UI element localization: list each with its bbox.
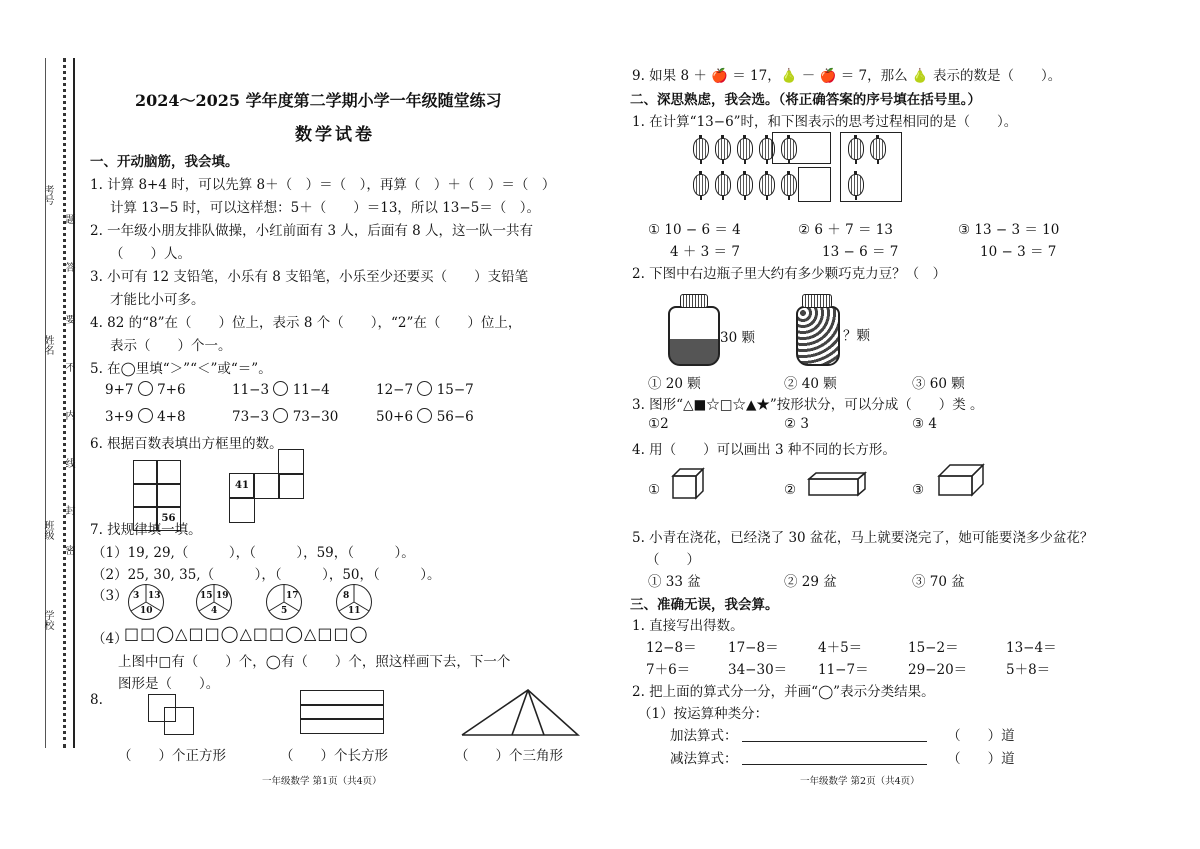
choice-q5-line1: 5. 小青在浇花，已经浇了 30 盆花，马上就要浇完了，她可能要浇多少盆花？ [632, 530, 1094, 546]
jar-left-label: 30 颗 [720, 330, 755, 346]
choice-q2-option1[interactable]: ① 20 颗 [648, 376, 701, 392]
q7-4-line2: 上图中□有（ ）个，◯有（ ）个，照这样画下去，下一个 [118, 654, 511, 670]
choice-q4-option3[interactable]: ③ [912, 482, 925, 498]
subtraction-answer-line[interactable] [742, 764, 927, 765]
label-school: 学校 [42, 610, 53, 630]
calc-item[interactable]: 11−7＝ [818, 662, 869, 678]
number-wheel: 15 19 4 [196, 584, 232, 620]
label-name: 姓名 [42, 335, 53, 355]
calc-item[interactable]: 7＋6＝ [646, 662, 691, 678]
page-title: 2024～2025 学年度第二学期小学一年级随堂练习 [135, 91, 502, 110]
choice-q3: 3. 图形“△■☆□☆▲★”按形状分，可以分成（ ）类 。 [632, 397, 984, 413]
calc-item[interactable]: 29−20＝ [908, 662, 968, 678]
shape-sequence: □□◯△□□◯△□□◯△□□◯ [124, 624, 369, 643]
footer-page1: 一年级数学 第1页（共4页） [262, 776, 382, 787]
calc-item[interactable]: 5＋8＝ [1006, 662, 1051, 678]
compare-item: 9+7 7+6 [105, 382, 186, 398]
choice-q1-option3-line2: 10 − 3 ＝ 7 [980, 244, 1057, 260]
blank-circle[interactable] [273, 381, 288, 396]
q1-line2: 计算 13−5 时，可以这样想：5＋（ ）＝13，所以 13−5＝（ ）。 [110, 200, 541, 216]
label-class: 班级 [42, 520, 53, 540]
calc-q2-1: （1）按运算种类分： [638, 706, 769, 722]
lantern-box-1 [772, 132, 831, 164]
number-wheel: 8 11 [336, 584, 372, 620]
q7-3-label: （3） [92, 588, 128, 604]
q2-line1: 2. 一年级小朋友排队做操，小红前面有 3 人，后面有 8 人，这一队一共有 [90, 223, 534, 239]
binding-solid-line-outer [45, 58, 46, 748]
compare-item: 73−3 73−30 [232, 409, 339, 425]
number-wheel: 3 13 10 [128, 584, 164, 620]
triangles-figure [460, 688, 580, 738]
binding-dotted-line [63, 58, 66, 748]
choice-q4-option1[interactable]: ① [648, 482, 661, 498]
grid-cell-41: 41 [229, 473, 255, 499]
q4-line1: 4. 82 的“8”在（ ）位上，表示 8 个（ ），“2”在（ ）位上， [90, 315, 522, 331]
number-wheel: 17 5 [266, 584, 302, 620]
binding-solid-line [73, 58, 75, 748]
blank-circle[interactable] [273, 408, 288, 423]
choice-q2: 2. 下图中右边瓶子里大约有多少颗巧克力豆？（ ） [632, 266, 947, 282]
addition-answer-line[interactable] [742, 741, 927, 742]
choice-q3-option2[interactable]: ② 3 [784, 416, 809, 432]
footer-page2: 一年级数学 第2页（共4页） [800, 776, 920, 787]
blank-circle[interactable] [138, 381, 153, 396]
seal-char: 封 [63, 505, 74, 515]
section1-heading: 一、开动脑筋，我会填。 [90, 154, 239, 170]
section2-heading: 二、深思熟虑，我会选。（将正确答案的序号填在括号里。） [630, 92, 981, 108]
seal-char: 不 [63, 362, 74, 372]
q3-line2: 才能比小可多。 [110, 292, 205, 308]
addition-row [670, 724, 1015, 744]
q4-line2: 表示（ ）个一。 [110, 338, 232, 354]
seal-char: 题 [63, 214, 74, 224]
q5-title: 5. 在◯里填“＞”“＜”或“＝”。 [90, 361, 272, 377]
compare-item: 11−3 11−4 [232, 382, 330, 398]
cube-icon [670, 466, 706, 500]
choice-q4-option2[interactable]: ② [784, 482, 797, 498]
q7-1: （1）19, 29,（ ），（ ），59，（ ）。 [92, 545, 415, 561]
jar-right-lid [802, 294, 832, 308]
q8-rectangles-answer: （ ）个长方形 [280, 748, 388, 764]
jar-left [668, 306, 720, 366]
choice-q3-option1[interactable]: ①2 [648, 416, 669, 432]
q7-4-line3: 图形是（ ）。 [118, 676, 220, 692]
choice-q5-option3[interactable]: ③ 70 盆 [912, 574, 965, 590]
calc-q2: 2. 把上面的算式分一分，并画“◯”表示分类结果。 [632, 684, 935, 700]
calc-item[interactable]: 12−8＝ [646, 640, 697, 656]
choice-q3-option3[interactable]: ③ 4 [912, 416, 937, 432]
seal-char: 密 [63, 545, 74, 555]
calc-q1: 1. 直接写出得数。 [632, 618, 744, 634]
page-subtitle: 数学试卷 [295, 125, 375, 145]
seal-char: 答 [63, 262, 74, 272]
subtraction-count: （ ）道 [947, 751, 1015, 767]
q7-title: 7. 找规律填一填。 [90, 522, 202, 538]
jar-left-lid [680, 294, 708, 308]
blank-circle[interactable] [417, 408, 432, 423]
q3-line1: 3. 小可有 12 支铅笔，小乐有 8 支铅笔，小乐至少还要买（ ）支铅笔 [90, 269, 529, 285]
seal-char: 线 [63, 458, 74, 468]
blank-circle[interactable] [138, 408, 153, 423]
subtraction-label: 减法算式： [670, 751, 738, 767]
q9: 9. 如果 8 ＋ 🍎 ＝ 17，🍐 － 🍎 ＝ 7，那么 🍐 表示的数是（ ）。 [632, 68, 1062, 84]
choice-q1-option1-line1[interactable]: ① 10 − 6 ＝ 4 [648, 222, 741, 238]
addition-count: （ ）道 [947, 728, 1015, 744]
blank-circle[interactable] [417, 381, 432, 396]
cuboid-icon [936, 462, 986, 498]
seal-char: 要 [63, 314, 74, 324]
long-cuboid-icon [806, 470, 868, 498]
calc-item[interactable]: 13−4＝ [1006, 640, 1057, 656]
q7-4-label: （4） [92, 631, 128, 647]
compare-item: 3+9 4+8 [105, 409, 186, 425]
calc-item[interactable]: 34−30＝ [728, 662, 788, 678]
compare-item: 12−7 15−7 [376, 382, 474, 398]
q7-2: （2）25, 30, 35,（ ），（ ），50，（ ）。 [92, 567, 441, 583]
choice-q1: 1. 在计算“13−6”时，和下图表示的思考过程相同的是（ ）。 [632, 114, 1018, 130]
choice-q2-option2[interactable]: ② 40 颗 [784, 376, 837, 392]
q8-triangles-answer: （ ）个三角形 [455, 748, 563, 764]
section3-heading: 三、准确无误，我会算。 [630, 597, 779, 613]
choice-q5-line2: （ ） [646, 552, 700, 568]
q8-squares-answer: （ ）个正方形 [118, 748, 226, 764]
choice-q5-option2[interactable]: ② 29 盆 [784, 574, 837, 590]
calc-item[interactable]: 15−2＝ [908, 640, 959, 656]
calc-item[interactable]: 4＋5＝ [818, 640, 863, 656]
choice-q4: 4. 用（ ）可以画出 3 种不同的长方形。 [632, 442, 896, 458]
compare-item: 50+6 56−6 [376, 409, 474, 425]
choice-q5-option1[interactable]: ① 33 盆 [648, 574, 701, 590]
addition-label: 加法算式： [670, 728, 738, 744]
q1-line1: 1. 计算 8+4 时，可以先算 8＋（ ）＝（ ），再算（ ）＋（ ）＝（ ） [90, 177, 556, 193]
q2-line2: （ ）人。 [110, 246, 191, 262]
seal-char: 内 [63, 410, 74, 420]
lanterns-right-group [845, 138, 889, 200]
subtraction-row [670, 747, 1015, 767]
lantern-box-2 [798, 167, 831, 202]
choice-q1-option2-line1[interactable]: ② 6 ＋ 7 ＝ 13 [798, 222, 893, 238]
choice-q2-option3[interactable]: ③ 60 颗 [912, 376, 965, 392]
jar-right-label: ？颗 [843, 328, 870, 344]
choice-q1-option1-line2: 4 ＋ 3 ＝ 7 [670, 244, 740, 260]
q6-title: 6. 根据百数表填出方框里的数。 [90, 436, 283, 452]
choice-q1-option2-line2: 13 − 6 ＝ 7 [822, 244, 899, 260]
q8-label: 8. [90, 692, 103, 708]
jar-right [796, 306, 840, 366]
choice-q1-option3-line1[interactable]: ③ 13 − 3 ＝ 10 [958, 222, 1060, 238]
grid-cell-56: 56 [156, 506, 181, 531]
label-exam-no: 考号 [42, 185, 53, 205]
calc-item[interactable]: 17−8＝ [728, 640, 779, 656]
